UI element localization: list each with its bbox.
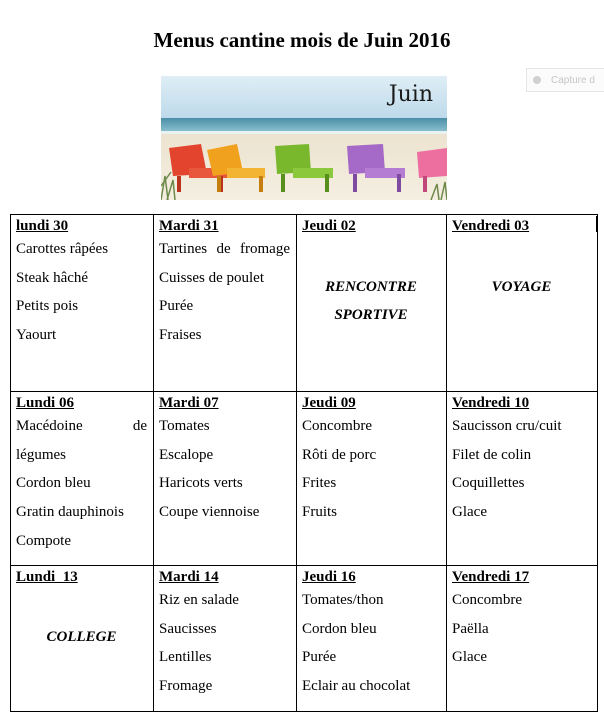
menu-item: Lentilles <box>159 649 212 666</box>
menu-item: Petits pois <box>16 298 79 315</box>
day-heading: Jeudi 02 <box>302 218 356 234</box>
menu-cell <box>297 566 447 712</box>
day-heading: Vendredi 10 <box>452 395 530 411</box>
day-heading: lundi 30 <box>16 218 69 234</box>
june-banner-image <box>161 76 447 200</box>
menu-item: Tartines de fromage <box>159 241 290 257</box>
capture-button[interactable] <box>526 68 604 92</box>
menu-table <box>10 214 598 712</box>
menu-item: Gratin dauphinois <box>16 504 124 521</box>
menu-item: Tomates <box>159 418 210 434</box>
menu-item: Purée <box>302 649 337 666</box>
day-heading: Vendredi 17 <box>452 569 530 585</box>
menu-item: Frites <box>302 475 337 492</box>
day-heading: Lundi 06 <box>16 395 74 411</box>
menu-item: Haricots verts <box>159 475 243 492</box>
menu-item: Filet de colin <box>452 446 532 463</box>
menu-cell <box>447 215 598 392</box>
menu-item: Yaourt <box>16 327 57 344</box>
menu-item: Glace <box>452 649 487 666</box>
menu-cell <box>297 392 447 566</box>
day-heading: Jeudi 16 <box>302 569 356 585</box>
menu-cell <box>447 566 598 712</box>
menu-item: Saucisses <box>159 620 217 637</box>
menu-item: Riz en salade <box>159 592 239 608</box>
text-cursor <box>596 216 598 232</box>
menu-cell <box>154 566 297 712</box>
camera-icon <box>533 76 541 84</box>
menu-item: Concombre <box>452 592 522 608</box>
menu-item: Fraises <box>159 327 202 344</box>
menu-item: Macédoine de légumes <box>16 418 147 463</box>
day-heading: Jeudi 09 <box>302 395 356 411</box>
menu-item: Eclair au chocolat <box>302 678 411 695</box>
menu-item: Purée <box>159 298 194 315</box>
menu-item: Saucisson cru/cuit <box>452 418 562 434</box>
menu-item: Glace <box>452 504 487 521</box>
day-heading: Vendredi 03 <box>452 218 530 234</box>
menu-item: Rôti de porc <box>302 446 377 463</box>
event-label: VOYAGE <box>491 279 552 295</box>
menu-item: Concombre <box>302 418 372 434</box>
menu-item: Carottes râpées <box>16 241 109 257</box>
menu-item: Coupe viennoise <box>159 504 260 521</box>
menu-item: Cordon bleu <box>16 475 91 492</box>
menu-cell <box>11 215 154 392</box>
day-heading: Mardi 31 <box>159 218 219 234</box>
menu-item: Cuisses de poulet <box>159 269 264 286</box>
event-label: RENCONTRE SPORTIVE <box>325 279 417 323</box>
page-title: Menus cantine mois de Juin 2016 <box>153 28 451 52</box>
menu-cell <box>154 392 297 566</box>
menu-cell <box>447 392 598 566</box>
menu-item: Coquillettes <box>452 475 525 492</box>
capture-button-label: Capture d <box>551 74 595 86</box>
menu-item: Paëlla <box>452 620 489 637</box>
menu-cell <box>11 392 154 566</box>
day-heading: Mardi 07 <box>159 395 219 411</box>
menu-item: Tomates/thon <box>302 592 384 608</box>
event-label: COLLEGE <box>46 629 117 645</box>
menu-week-row <box>11 566 598 712</box>
menu-item: Fromage <box>159 678 213 695</box>
menu-cell <box>154 215 297 392</box>
menu-cell <box>297 215 447 392</box>
menu-cell <box>11 566 154 712</box>
menu-item: Cordon bleu <box>302 620 377 637</box>
menu-week-row <box>11 215 598 392</box>
banner-label: Juin <box>388 82 433 107</box>
menu-item: Steak hâché <box>16 269 89 286</box>
menu-item: Compote <box>16 532 71 549</box>
menu-item: Fruits <box>302 504 338 521</box>
day-heading: Mardi 14 <box>159 569 219 585</box>
day-heading: Lundi 13 <box>16 569 78 585</box>
menu-item: Escalope <box>159 446 214 463</box>
menu-week-row <box>11 392 598 566</box>
